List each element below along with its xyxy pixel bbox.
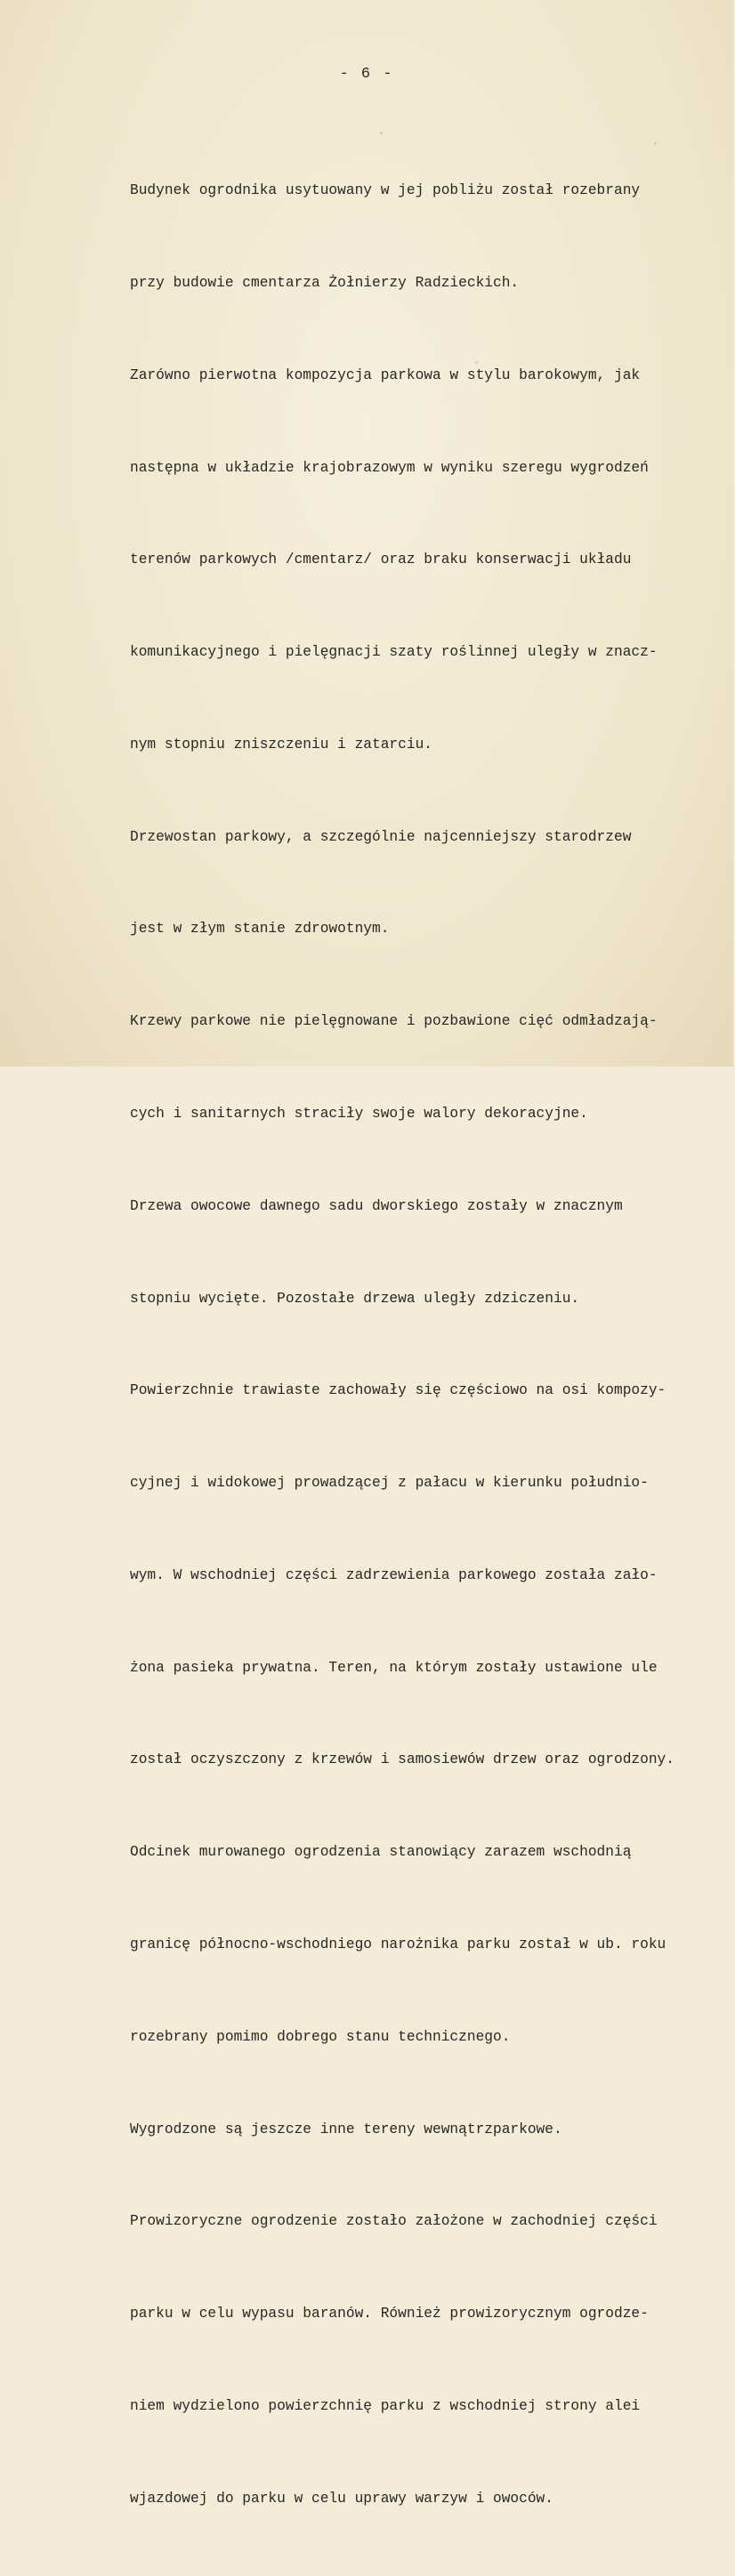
text-line: został oczyszczony z krzewów i samosiewów drzew oraz ogrodzony. [130, 1751, 674, 1768]
text-line: wjazdowej do parku w celu uprawy warzyw i owoców. [130, 2490, 553, 2507]
text-line: komunikacyjnego i pielęgnacji szaty roślinnej uległy w znacz- [130, 644, 658, 661]
paper-stain [654, 142, 657, 145]
text-line: Drzewa owocowe dawnego sadu dworskiego zostały w znacznym [130, 1197, 623, 1214]
text-line: parku w celu wypasu baranów. Również prowizorycznym ogrodze- [130, 2306, 649, 2322]
text-line: terenów parkowych /cmentarz/ oraz braku konserwacji układu [130, 551, 632, 568]
text-line: niem wydzielono powierzchnię parku z wschodniej strony alei [130, 2397, 641, 2414]
body-text [130, 114, 735, 2576]
text-line: jest w złym stanie zdrowotnym. [130, 921, 390, 938]
paper-stain [380, 132, 383, 134]
text-line: stopniu wycięte. Pozostałe drzewa uległy zdziczeniu. [130, 1290, 580, 1307]
text-line: żona pasieka prywatna. Teren, na którym zostały ustawione ule [130, 1659, 658, 1676]
text-line: Wygrodzone są jeszcze inne tereny wewnątrzparkowe. [130, 2121, 562, 2137]
text-line: wym. W wschodniej części zadrzewienia parkowego została zało- [130, 1566, 658, 1583]
text-line: Drzewostan parkowy, a szczególnie najcenniejszy starodrzew [130, 828, 632, 845]
text-line: Zarówno pierwotna kompozycja parkowa w stylu barokowym, jak [130, 366, 641, 383]
paper-stain [475, 361, 478, 364]
text-line: przy budowie cmentarza Żołnierzy Radzieckich. [130, 274, 520, 291]
text-line: cych i sanitarnych straciły swoje walory dekoracyjne. [130, 1106, 588, 1122]
text-line: rozebrany pomimo dobrego stanu technicznego. [130, 2028, 511, 2045]
text-line: granicę północno-wschodniego narożnika parku został w ub. roku [130, 1936, 666, 1953]
text-line: Budynek ogrodnika usytuowany w jej pobliżu został rozebrany [130, 182, 641, 199]
text-line: następna w układzie krajobrazowym w wyniku szeregu wygrodzeń [130, 459, 649, 476]
text-line: Powierzchnie trawiaste zachowały się częściowo na osi kompozy- [130, 1382, 666, 1399]
page-number: - 6 - [339, 66, 394, 83]
text-line: Odcinek murowanego ogrodzenia stanowiący zarazem wschodnią [130, 1844, 632, 1861]
text-line: Krzewy parkowe nie pielęgnowane i pozbawione cięć odmładzają- [130, 1013, 658, 1030]
text-line: Prowizoryczne ogrodzenie zostało założone w zachodniej części [130, 2213, 658, 2230]
text-line: cyjnej i widokowej prowadzącej z pałacu w kierunku południo- [130, 1475, 649, 1492]
text-line: nym stopniu zniszczeniu i zatarciu. [130, 736, 432, 753]
